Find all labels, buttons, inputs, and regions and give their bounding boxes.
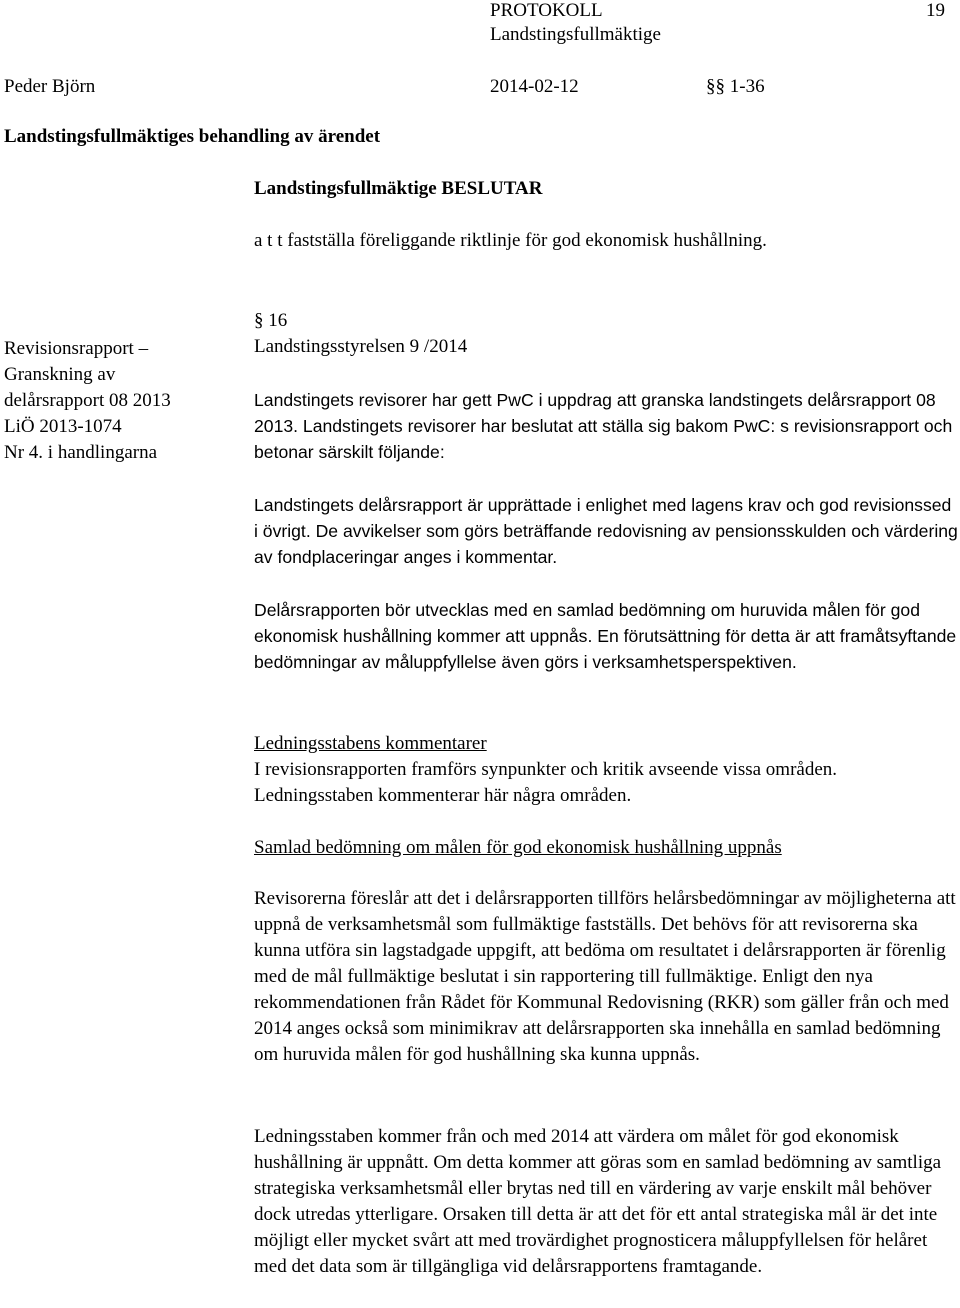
- sidebar-line: Nr 4. i handlingarna: [4, 442, 158, 463]
- decision-heading: Landstingsfullmäktige BESLUTAR: [254, 178, 543, 199]
- section-sign-icon: §: [254, 310, 269, 331]
- organization-name: Landstingsfullmäktige: [490, 24, 661, 45]
- staff-comments-block: [254, 731, 960, 809]
- sidebar-line: delårsrapport 08 2013: [4, 390, 171, 411]
- decision-text: a t t fastställa föreliggande riktlinje för god ekonomisk hushållning.: [254, 230, 767, 251]
- paragraph-range: [706, 76, 765, 98]
- staff-comments-line: I revisionsrapporten framförs synpunkter och kritik avseende vissa områden.: [254, 759, 838, 780]
- sidebar-line: Revisionsrapport –: [4, 338, 149, 359]
- staff-comments-heading: Ledningsstabens kommentarer: [254, 733, 487, 754]
- section-number-value: 16: [268, 310, 288, 331]
- author: Peder Björn: [4, 76, 96, 97]
- section-sign-icon: §§: [706, 76, 730, 97]
- section-number: [254, 310, 287, 332]
- paragraph-staff-evaluation: Ledningsstaben kommer från och med 2014 att värdera om målet för god ekonomisk hushållning är uppnått. Om detta kommer att göras som en samlad bedömning av samtliga strategiska verksamhetsmål eller brytas ned till en värdering av varje enskilt mål behöver dock utredas ytterligare. Orsaken till detta är att det för ett antal strategiska mål är det inte möjligt eller mycket svårt att med trovärdighet prognosticera måluppfyllelsen för helåret med det data som är tillgängliga vid delårsrapportens framtagande.: [254, 1126, 942, 1277]
- overall-assessment-heading: Samlad bedömning om målen för god ekonomisk hushållning uppnås: [254, 837, 782, 858]
- paragraph-auditors-proposal: Revisorerna föreslår att det i delårsrapporten tillförs helårsbedömningar av möjligheterna att uppnå de verksamhetsmål som fullmäktige fastställs. Det behövs för att revisorerna ska kunna utföra sin lagstadgade uppgift, att bedöma om resultatet i delårsrapporten är förenlig med de mål fullmäktige beslutat i sin rapportering till fullmäktige. Enligt den nya rekommendationen från Rådet för Kommunal Redovisning (RKR) som gäller från och med 2014 anges också som minimikrav att delårsrapporten ska innehålla en samlad bedömning om huruvida målen för god hushållning ska kunna uppnås.: [254, 888, 956, 1065]
- sidebar-line: LiÖ 2013-1074: [4, 416, 122, 437]
- document-type: PROTOKOLL: [490, 0, 603, 21]
- meeting-date: 2014-02-12: [490, 76, 579, 97]
- paragraph-range-value: 1-36: [729, 76, 765, 97]
- page-number: 19: [926, 0, 945, 21]
- sidebar-reference: [4, 336, 234, 466]
- paragraph-revisors: Landstingets revisorer har gett PwC i uppdrag att granska landstingets delårsrapport 08 2013. Landstingets revisorer har beslutat att ställa sig bakom PwC: s revisionsrapport och betonar särskilt följande:: [254, 390, 953, 462]
- paragraph-interim-report: Landstingets delårsrapport är upprättade i enlighet med lagens krav och god revisionssed i övrigt. De avvikelser som görs beträffande redovisning av pensionsskulden och värdering av fondplaceringar anges i kommentar.: [254, 495, 958, 567]
- staff-comments-line: Ledningsstaben kommenterar här några områden.: [254, 785, 632, 806]
- sidebar-line: Granskning av: [4, 364, 116, 385]
- section-reference: Landstingsstyrelsen 9 /2014: [254, 336, 468, 357]
- handling-heading: Landstingsfullmäktiges behandling av ärendet: [4, 126, 381, 147]
- paragraph-development: Delårsrapporten bör utvecklas med en samlad bedömning om huruvida målen för god ekonomisk hushållning kommer att uppnås. En förutsättning för detta är att framåtsyftande bedömningar av måluppfyllelse även görs i verksamhetsperspektiven.: [254, 600, 957, 672]
